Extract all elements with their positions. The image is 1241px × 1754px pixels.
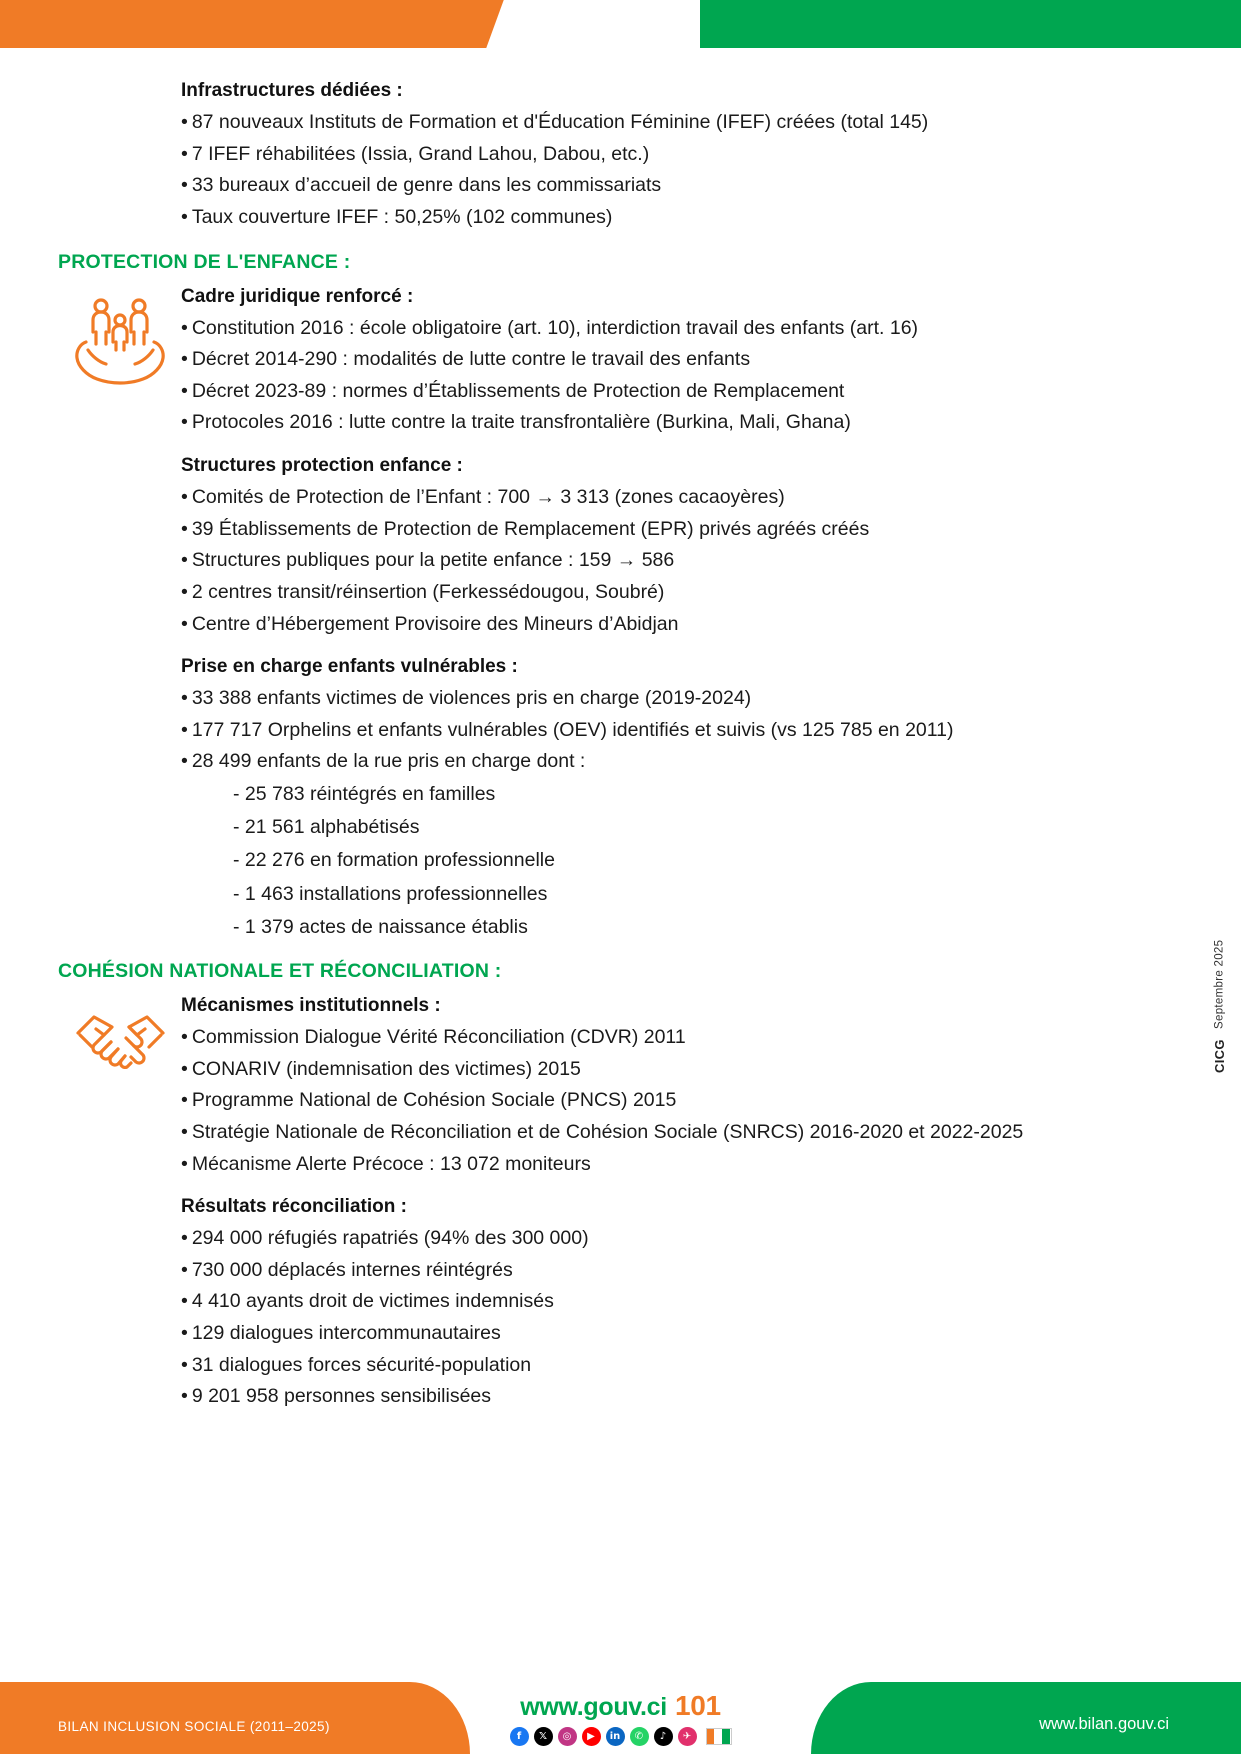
list-item: • 33 388 enfants victimes de violences pris en charge (2019-2024) bbox=[181, 687, 752, 710]
document-body bbox=[0, 80, 1241, 1414]
list-item: • 28 499 enfants de la rue pris en charge dont : bbox=[181, 750, 586, 773]
footer-left-label: BILAN INCLUSION SOCIALE (2011–2025) bbox=[58, 1719, 330, 1734]
topbar-green-segment bbox=[700, 0, 1241, 48]
list-item: • Taux couverture IFEF : 50,25% (102 communes) bbox=[181, 205, 613, 228]
cohesion-block bbox=[58, 995, 1181, 1412]
list-item: • Programme National de Cohésion Sociale (PNCS) 2015 bbox=[181, 1089, 677, 1112]
list-item: • Comités de Protection de l’Enfant : 700 → 3 313 (zones cacaoyères) bbox=[181, 486, 785, 508]
list-item: • Structures publiques pour la petite enfance : 159 → 586 bbox=[181, 549, 675, 572]
footer-center-group bbox=[0, 1690, 1241, 1746]
list-item: • Stratégie Nationale de Réconciliation et de Cohésion Sociale (SNRCS) 2016-2020 et 2022-2025 bbox=[181, 1120, 1024, 1143]
list-item: • 177 717 Orphelins et enfants vulnérables (OEV) identifiés et suivis (vs 125 785 en 2011) bbox=[181, 718, 954, 741]
infrastructures-list bbox=[181, 108, 1181, 233]
cicg-logo-mini: CICG bbox=[1212, 1039, 1227, 1073]
protection-group-0-heading: Cadre juridique renforcé : bbox=[181, 285, 414, 307]
list-item: • Commission Dialogue Vérité Réconciliation (CDVR) 2011 bbox=[181, 1026, 686, 1049]
protection-group-1-heading: Structures protection enfance : bbox=[181, 455, 463, 476]
list-item: • 129 dialogues intercommunautaires bbox=[181, 1322, 501, 1345]
list-item: • 87 nouveaux Instituts de Formation et d'Éducation Féminine (IFEF) créées (total 145) bbox=[181, 111, 929, 133]
protection-group-2-list bbox=[181, 684, 1181, 777]
list-item: • Constitution 2016 : école obligatoire (art. 10), interdiction travail des enfants (art. 16) bbox=[181, 316, 919, 339]
x-twitter-icon[interactable]: 𝕏 bbox=[534, 1727, 553, 1746]
list-item: • Mécanisme Alerte Précoce : 13 072 moniteurs bbox=[181, 1152, 591, 1175]
top-decorative-bar bbox=[0, 0, 1241, 48]
protection-group-1-list bbox=[181, 483, 1181, 639]
list-item: • 730 000 déplacés internes réintégrés bbox=[181, 1258, 513, 1281]
linkedin-icon[interactable]: in bbox=[606, 1727, 625, 1746]
list-item: • Protocoles 2016 : lutte contre la traite transfrontalière (Burkina, Mali, Ghana) bbox=[181, 411, 851, 434]
list-item: • 9 201 958 personnes sensibilisées bbox=[181, 1385, 492, 1408]
telegram-icon[interactable]: ✈ bbox=[678, 1727, 697, 1746]
infrastructures-heading: Infrastructures dédiées : bbox=[181, 80, 403, 101]
list-item: • Décret 2023-89 : normes d’Établissements de Protection de Remplacement bbox=[181, 379, 845, 402]
protection-group-2-heading: Prise en charge enfants vulnérables : bbox=[181, 656, 518, 678]
whatsapp-icon[interactable]: ✆ bbox=[630, 1727, 649, 1746]
list-item: • 33 bureaux d’accueil de genre dans les commissariats bbox=[181, 174, 662, 197]
list-item: - 1 463 installations professionnelles bbox=[233, 882, 548, 905]
list-item: • 31 dialogues forces sécurité-population bbox=[181, 1353, 532, 1376]
list-item: • 7 IFEF réhabilitées (Issia, Grand Lahou, Dabou, etc.) bbox=[181, 142, 650, 165]
tiktok-icon[interactable]: ♪ bbox=[654, 1727, 673, 1746]
ivory-coast-flag-icon bbox=[706, 1728, 732, 1745]
cohesion-group-1-heading: Résultats réconciliation : bbox=[181, 1196, 407, 1218]
social-icons-row[interactable] bbox=[510, 1727, 732, 1746]
list-item: - 1 379 actes de naissance établis bbox=[233, 915, 528, 938]
footer-right-url[interactable]: www.bilan.gouv.ci bbox=[1039, 1715, 1169, 1733]
list-item: - 21 561 alphabétisés bbox=[233, 816, 420, 839]
list-item: • 4 410 ayants droit de victimes indemnisés bbox=[181, 1290, 554, 1313]
list-item: - 25 783 réintégrés en familles bbox=[233, 783, 496, 805]
list-item: - 22 276 en formation professionnelle bbox=[233, 849, 555, 872]
handshake-icon bbox=[68, 999, 173, 1094]
section-title-protection: PROTECTION DE L'ENFANCE : bbox=[58, 250, 351, 273]
side-date-note bbox=[1212, 940, 1227, 1073]
list-item: • 39 Établissements de Protection de Remplacement (EPR) privés agréés créés bbox=[181, 517, 870, 540]
infrastructures-block bbox=[58, 80, 1181, 233]
page-footer bbox=[0, 1682, 1241, 1754]
youtube-icon[interactable]: ▶ bbox=[582, 1727, 601, 1746]
side-date-text: Septembre 2025 bbox=[1213, 940, 1226, 1030]
list-item: • 2 centres transit/réinsertion (Ferkessédougou, Soubré) bbox=[181, 580, 665, 603]
footer-number-101: 101 bbox=[674, 1690, 721, 1721]
section-title-cohesion: COHÉSION NATIONALE ET RÉCONCILIATION : bbox=[58, 960, 502, 983]
protection-group-0-list bbox=[181, 314, 1181, 439]
protection-block bbox=[58, 286, 1181, 943]
topbar-orange-segment bbox=[0, 0, 510, 48]
list-item: • Centre d’Hébergement Provisoire des Mineurs d’Abidjan bbox=[181, 612, 679, 635]
cohesion-group-0-heading: Mécanismes institutionnels : bbox=[181, 995, 441, 1017]
list-item: • Décret 2014-290 : modalités de lutte contre le travail des enfants bbox=[181, 348, 751, 371]
list-item: • 294 000 réfugiés rapatriés (94% des 300 000) bbox=[181, 1227, 589, 1250]
protection-group-2-sublist bbox=[181, 779, 1181, 942]
instagram-icon[interactable]: ◎ bbox=[558, 1727, 577, 1746]
list-item: • CONARIV (indemnisation des victimes) 2015 bbox=[181, 1057, 581, 1080]
facebook-icon[interactable]: f bbox=[510, 1727, 529, 1746]
cohesion-group-1-list bbox=[181, 1224, 1181, 1412]
footer-gouv-url-group[interactable] bbox=[520, 1690, 721, 1722]
topbar-white-segment bbox=[486, 0, 723, 48]
footer-gouv-url[interactable]: www.gouv.ci bbox=[520, 1693, 667, 1721]
cohesion-group-0-list bbox=[181, 1023, 1181, 1179]
family-in-hands-icon bbox=[68, 290, 173, 385]
